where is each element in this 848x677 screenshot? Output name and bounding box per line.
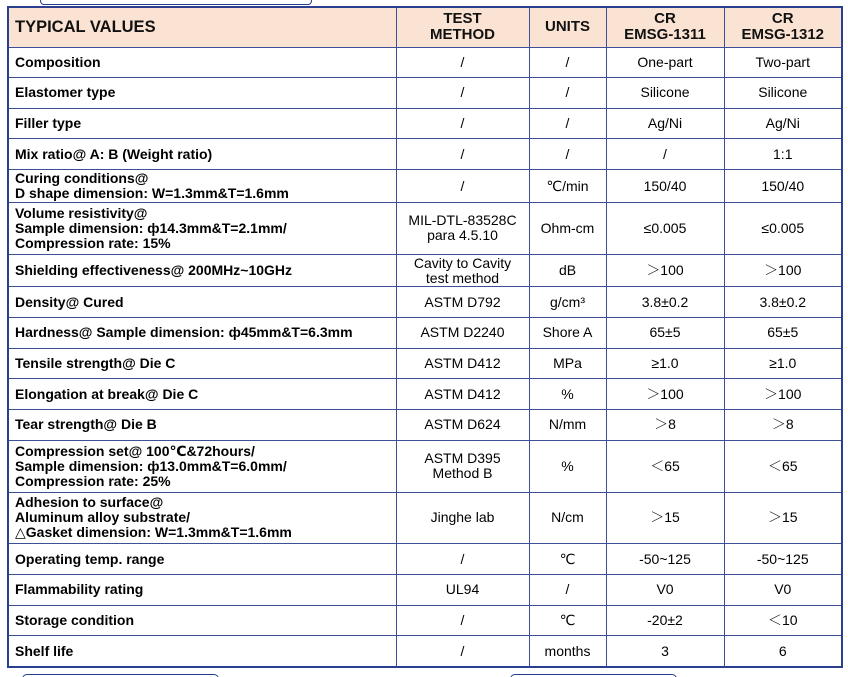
- emsg-1311-value-cell: /: [606, 139, 724, 170]
- property-name-cell: [8, 78, 396, 109]
- units-cell: %: [529, 379, 606, 410]
- property-name-cell: [8, 440, 396, 492]
- table-row: [8, 170, 842, 203]
- property-name-line: D shape dimension: W=1.3mm&T=1.6mm: [15, 185, 289, 201]
- test-method-cell: [396, 492, 529, 544]
- test-method-cell: [396, 78, 529, 109]
- test-method-line: /: [460, 177, 465, 194]
- test-method-cell: [396, 108, 529, 139]
- test-method-cell: [396, 636, 529, 667]
- test-method-line: /: [460, 642, 465, 659]
- property-name-line: Mix ratio@ A: B (Weight ratio): [15, 145, 213, 162]
- test-method-line: UL94: [445, 581, 480, 598]
- emsg-1312-value-cell: ＞100: [724, 254, 842, 287]
- test-method-cell: [396, 605, 529, 636]
- table-row: [8, 636, 842, 667]
- property-name-cell: [8, 605, 396, 636]
- emsg-1312-value-cell: Silicone: [724, 78, 842, 109]
- property-name-cell: [8, 544, 396, 575]
- property-name-line: Storage condition: [15, 611, 134, 628]
- emsg-1312-value-cell: ＞8: [724, 410, 842, 441]
- test-method-line: /: [460, 115, 465, 132]
- property-name-cell: [8, 348, 396, 379]
- test-method-line: para 4.5.10: [427, 227, 498, 244]
- test-method-line: test method: [425, 269, 500, 286]
- emsg-1312-value-cell: V0: [724, 574, 842, 605]
- test-method-line: ASTM D412: [424, 355, 501, 372]
- emsg-1312-value-cell: ＜65: [724, 440, 842, 492]
- test-method-cell: [396, 139, 529, 170]
- property-name-line: Adhesion to surface@: [15, 494, 164, 511]
- property-name-cell: [8, 202, 396, 254]
- property-name-cell: [8, 287, 396, 318]
- table-row: [8, 410, 842, 441]
- test-method-line: /: [460, 550, 465, 567]
- header-emsg-1311-line: EMSG-1311: [624, 26, 706, 44]
- emsg-1311-value-cell: 150/40: [606, 170, 724, 203]
- table-row: [8, 348, 842, 379]
- emsg-1311-value-cell: -50~125: [606, 544, 724, 575]
- test-method-cell: [396, 47, 529, 78]
- table-row: [8, 379, 842, 410]
- header-emsg-1311: [606, 7, 724, 47]
- property-name-cell: [8, 170, 396, 203]
- emsg-1312-value-cell: ＞100: [724, 379, 842, 410]
- table-row: [8, 78, 842, 109]
- header-test-method: [396, 7, 529, 47]
- property-name-line: Curing conditions@: [15, 170, 149, 186]
- header-test-method-line: TEST: [443, 10, 482, 28]
- units-cell: /: [529, 108, 606, 139]
- table-header-row: [8, 7, 842, 47]
- test-method-line: ASTM D2240: [420, 324, 505, 341]
- emsg-1311-value-cell: V0: [606, 574, 724, 605]
- property-name-line: Filler type: [15, 115, 82, 132]
- test-method-cell: [396, 202, 529, 254]
- emsg-1311-value-cell: 3.8±0.2: [606, 287, 724, 318]
- header-emsg-1312: [724, 7, 842, 47]
- property-name-cell: [8, 139, 396, 170]
- emsg-1311-value-cell: ＞100: [606, 379, 724, 410]
- emsg-1311-value-cell: ＞100: [606, 254, 724, 287]
- units-cell: Shore A: [529, 318, 606, 349]
- property-name-line: Tensile strength@ Die C: [15, 355, 176, 372]
- table-row: [8, 492, 842, 544]
- emsg-1312-value-cell: 65±5: [724, 318, 842, 349]
- property-name-line: Density@ Cured: [15, 293, 124, 310]
- table-row: [8, 202, 842, 254]
- property-name-cell: [8, 318, 396, 349]
- test-method-line: ASTM D792: [424, 293, 501, 310]
- test-method-line: Cavity to Cavity: [413, 254, 512, 271]
- header-typical-values: TYPICAL VALUES: [8, 7, 396, 47]
- table-row: [8, 47, 842, 78]
- table-row: [8, 605, 842, 636]
- header-emsg-1312-line: CR: [771, 10, 794, 28]
- emsg-1312-value-cell: Ag/Ni: [724, 108, 842, 139]
- test-method-cell: [396, 348, 529, 379]
- test-method-cell: [396, 440, 529, 492]
- test-method-cell: [396, 254, 529, 287]
- property-name-line: Sample dimension: ф14.3mm&T=2.1mm/: [15, 219, 287, 236]
- table-row: [8, 574, 842, 605]
- emsg-1311-value-cell: ＞15: [606, 492, 724, 544]
- property-name-line: Hardness@ Sample dimension: ф45mm&T=6.3mm: [15, 324, 353, 341]
- test-method-cell: [396, 170, 529, 203]
- property-name-line: Shelf life: [15, 642, 74, 659]
- emsg-1312-value-cell: ＜10: [724, 605, 842, 636]
- units-cell: /: [529, 574, 606, 605]
- emsg-1311-value-cell: ＞8: [606, 410, 724, 441]
- table-row: [8, 108, 842, 139]
- emsg-1311-value-cell: ≤0.005: [606, 202, 724, 254]
- property-name-line: Compression rate: 15%: [15, 234, 171, 251]
- emsg-1312-value-cell: ＞15: [724, 492, 842, 544]
- top-decoration-bar: [40, 0, 312, 5]
- property-name-line: Composition: [15, 53, 101, 70]
- test-method-cell: [396, 410, 529, 441]
- test-method-line: /: [460, 53, 465, 70]
- property-name-cell: [8, 492, 396, 544]
- header-emsg-1311-line: CR: [654, 10, 676, 28]
- property-name-line: Volume resistivity@: [15, 204, 148, 221]
- emsg-1311-value-cell: One-part: [606, 47, 724, 78]
- emsg-1311-value-cell: 65±5: [606, 318, 724, 349]
- emsg-1312-value-cell: Two-part: [724, 47, 842, 78]
- emsg-1312-value-cell: 3.8±0.2: [724, 287, 842, 318]
- units-cell: g/cm³: [529, 287, 606, 318]
- property-name-cell: [8, 254, 396, 287]
- emsg-1312-value-cell: 150/40: [724, 170, 842, 203]
- header-units: UNITS: [529, 7, 606, 47]
- emsg-1311-value-cell: 3: [606, 636, 724, 667]
- emsg-1312-value-cell: 1:1: [724, 139, 842, 170]
- test-method-cell: [396, 379, 529, 410]
- table-row: [8, 544, 842, 575]
- units-cell: ℃/min: [529, 170, 606, 203]
- units-cell: N/cm: [529, 492, 606, 544]
- property-name-line: Operating temp. range: [15, 550, 165, 567]
- header-test-method-line: METHOD: [430, 26, 495, 44]
- test-method-line: ASTM D395: [424, 450, 501, 467]
- property-name-cell: [8, 574, 396, 605]
- property-name-cell: [8, 108, 396, 139]
- typical-values-table: [7, 6, 843, 668]
- property-name-line: Compression rate: 25%: [15, 472, 171, 489]
- table-row: [8, 318, 842, 349]
- property-name-line: Flammability rating: [15, 581, 144, 598]
- test-method-line: MIL-DTL-83528C: [408, 212, 517, 229]
- test-method-line: /: [460, 145, 465, 162]
- test-method-cell: [396, 287, 529, 318]
- emsg-1312-value-cell: ≤0.005: [724, 202, 842, 254]
- test-method-line: /: [460, 611, 465, 628]
- test-method-line: ASTM D412: [424, 385, 501, 402]
- emsg-1311-value-cell: ≥1.0: [606, 348, 724, 379]
- emsg-1312-value-cell: ≥1.0: [724, 348, 842, 379]
- units-cell: /: [529, 47, 606, 78]
- emsg-1311-value-cell: -20±2: [606, 605, 724, 636]
- test-method-cell: [396, 574, 529, 605]
- table-row: [8, 287, 842, 318]
- property-name-line: Shielding effectiveness@ 200MHz~10GHz: [15, 262, 293, 279]
- table-row: [8, 139, 842, 170]
- test-method-cell: [396, 544, 529, 575]
- units-cell: %: [529, 440, 606, 492]
- property-name-line: △Gasket dimension: W=1.3mm&T=1.6mm: [15, 524, 292, 541]
- property-name-line: Compression set@ 100℃&72hours/: [15, 442, 255, 459]
- units-cell: months: [529, 636, 606, 667]
- units-cell: N/mm: [529, 410, 606, 441]
- test-method-line: /: [460, 84, 465, 101]
- emsg-1311-value-cell: ＜65: [606, 440, 724, 492]
- property-name-cell: [8, 636, 396, 667]
- table-row: [8, 440, 842, 492]
- property-name-line: Elongation at break@ Die C: [15, 385, 199, 402]
- property-name-line: Tear strength@ Die B: [15, 416, 157, 433]
- header-emsg-1312-line: EMSG-1312: [741, 26, 825, 44]
- units-cell: ℃: [529, 544, 606, 575]
- property-name-line: Sample dimension: ф13.0mm&T=6.0mm/: [15, 457, 287, 474]
- property-name-line: Elastomer type: [15, 84, 116, 101]
- units-cell: /: [529, 78, 606, 109]
- property-name-cell: [8, 379, 396, 410]
- units-cell: dB: [529, 254, 606, 287]
- test-method-cell: [396, 318, 529, 349]
- property-name-cell: [8, 410, 396, 441]
- units-cell: ℃: [529, 605, 606, 636]
- emsg-1311-value-cell: Ag/Ni: [606, 108, 724, 139]
- test-method-line: Method B: [432, 465, 493, 482]
- units-cell: Ohm-cm: [529, 202, 606, 254]
- property-name-line: Aluminum alloy substrate/: [15, 509, 191, 526]
- table-body: [8, 47, 842, 667]
- units-cell: MPa: [529, 348, 606, 379]
- test-method-line: ASTM D624: [424, 416, 501, 433]
- table-row: [8, 254, 842, 287]
- units-cell: /: [529, 139, 606, 170]
- emsg-1312-value-cell: 6: [724, 636, 842, 667]
- emsg-1311-value-cell: Silicone: [606, 78, 724, 109]
- emsg-1312-value-cell: -50~125: [724, 544, 842, 575]
- test-method-line: Jinghe lab: [430, 509, 495, 526]
- property-name-cell: [8, 47, 396, 78]
